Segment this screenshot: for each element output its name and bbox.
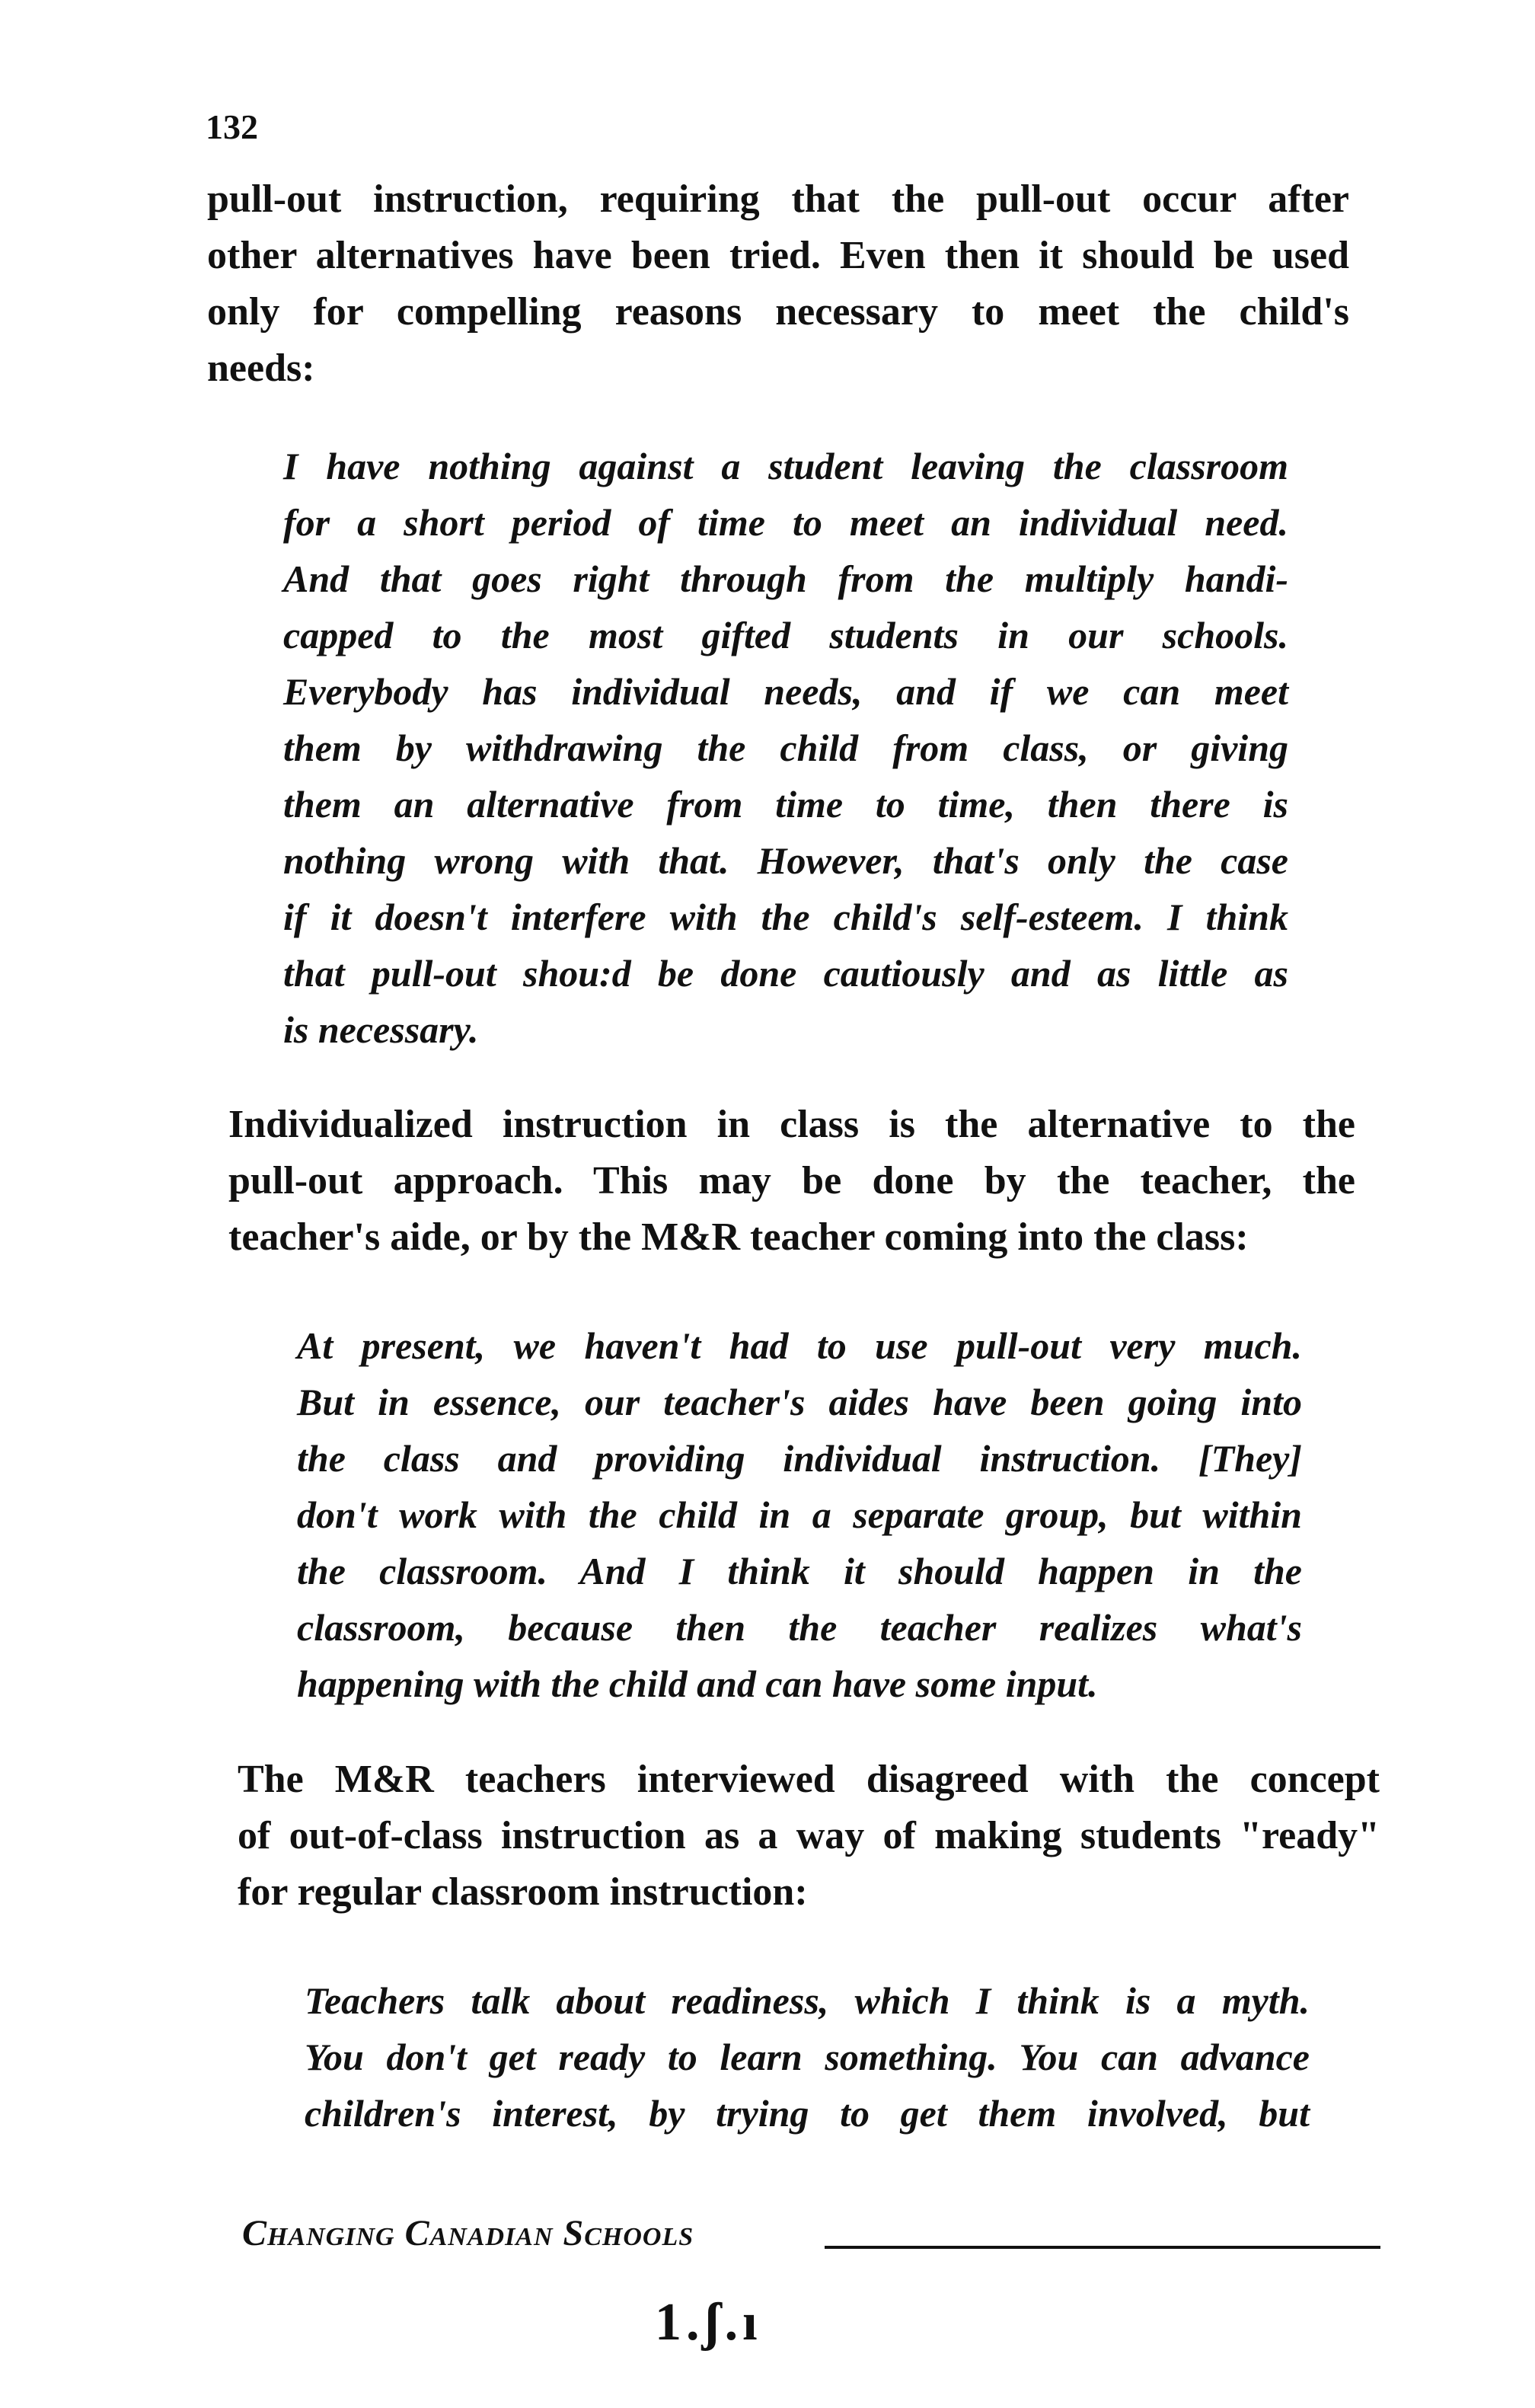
footer-rule [825, 2246, 1380, 2249]
quote-line: don't work with the child in a separate group, but within [297, 1493, 1302, 1536]
quote-line: capped to the most gifted students in our schools. [283, 614, 1288, 656]
quote-line: is necessary. [283, 1008, 479, 1051]
paragraph-line: for regular classroom instruction: [238, 1870, 808, 1914]
page-number: 132 [206, 107, 258, 146]
quote-line: for a short period of time to meet an individual need. [283, 501, 1288, 544]
bottom-page-mark: 1.ʃ.ı [655, 2293, 762, 2352]
paragraph-line: teacher's aide, or by the M&R teacher coming into the class: [228, 1215, 1249, 1259]
quote-line: happening with the child and can have some input. [297, 1662, 1098, 1705]
paragraph-line: The M&R teachers interviewed disagreed with the concept [238, 1758, 1380, 1801]
quote-line: children's interest, by trying to get them involved, but [305, 2092, 1310, 2135]
quote-line: the class and providing individual instruction. [They] [297, 1437, 1302, 1480]
paragraph-line: pull-out approach. This may be done by the teacher, the [228, 1159, 1355, 1202]
quote-line: if it doesn't interfere with the child's self-esteem. I think [283, 896, 1288, 938]
quote-line: And that goes right through from the multiply handi- [283, 557, 1288, 600]
quote-line: Everybody has individual needs, and if we can meet [283, 670, 1288, 713]
paragraph-1 [207, 171, 1349, 397]
paragraph-line: Individualized instruction in class is the alternative to the [228, 1103, 1355, 1146]
quote-line: the classroom. And I think it should happen in the [297, 1550, 1302, 1592]
quote-line: that pull-out shou:d be done cautiously and as little as [283, 952, 1288, 995]
quote-line: You don't get ready to learn something. You can advance [305, 2036, 1310, 2078]
block-quote-1 [283, 438, 1288, 1058]
paragraph-3 [238, 1752, 1380, 1921]
block-quote-2 [297, 1317, 1302, 1712]
quote-line: nothing wrong with that. However, that's only the case [283, 839, 1288, 882]
quote-line: Teachers talk about readiness, which I think is a myth. [305, 1979, 1310, 2022]
paragraph-line: other alternatives have been tried. Even then it should be used [207, 234, 1349, 277]
quote-line: I have nothing against a student leaving the classroom [283, 445, 1288, 487]
paragraph-line: of out-of-class instruction as a way of making students "ready" [238, 1814, 1380, 1857]
running-footer [242, 2212, 1384, 2258]
paragraph-line: pull-out instruction, requiring that the pull-out occur after [207, 177, 1349, 221]
block-quote-3 [305, 1972, 1310, 2141]
footer-book-title: Changing Canadian Schools [242, 2213, 694, 2253]
quote-line: classroom, because then the teacher realizes what's [297, 1606, 1302, 1649]
paragraph-2 [228, 1097, 1355, 1266]
quote-line: them by withdrawing the child from class, or giving [283, 727, 1288, 769]
quote-line: them an alternative from time to time, then there is [283, 783, 1288, 826]
quote-line: At present, we haven't had to use pull-out very much. [297, 1324, 1302, 1367]
quote-line: But in essence, our teacher's aides have been going into [297, 1381, 1302, 1423]
paragraph-line: only for compelling reasons necessary to meet the child's [207, 290, 1349, 334]
paragraph-line: needs: [207, 347, 315, 390]
